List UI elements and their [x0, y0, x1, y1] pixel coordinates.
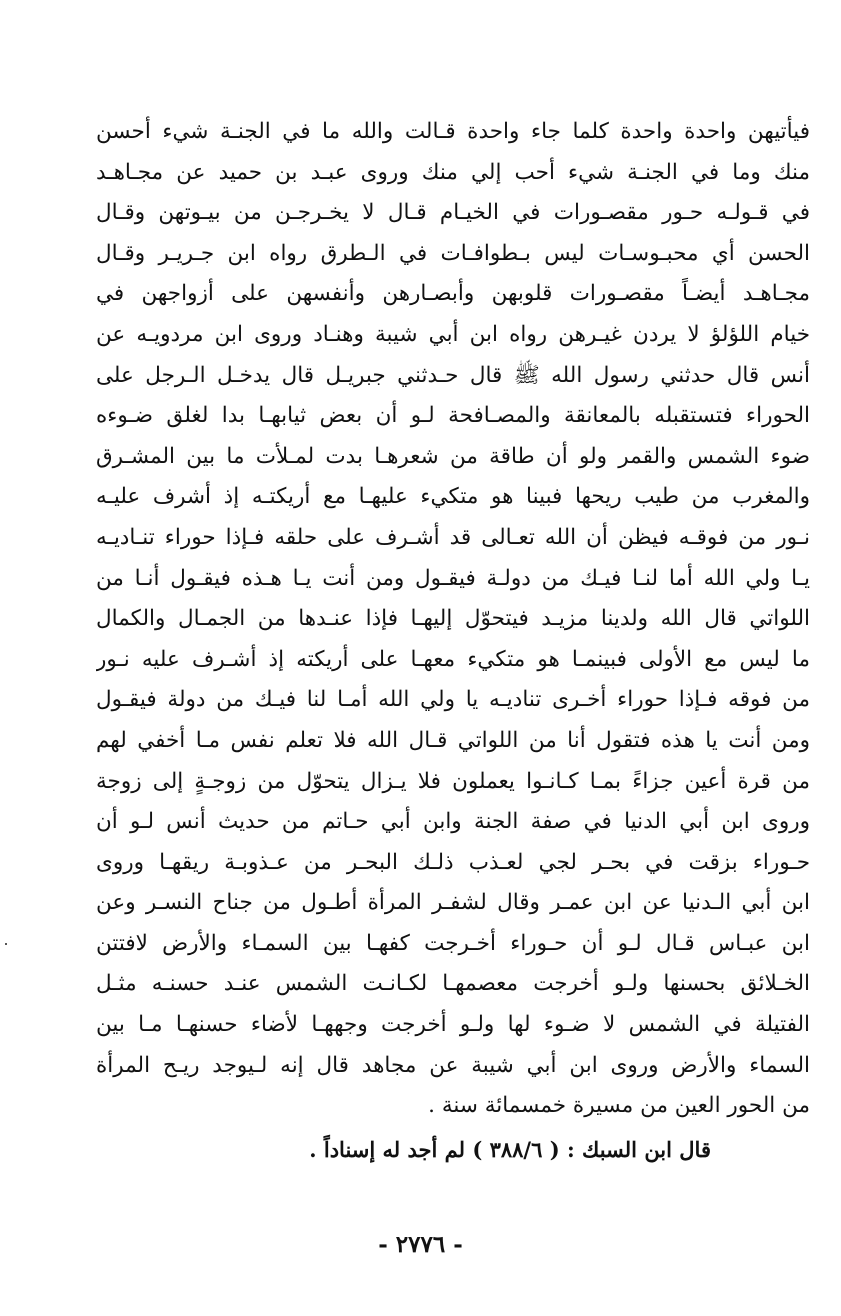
text-line: الحسن أي محبـوسـات ليس بـطوافـات في الـطرق رواه ابن جـريـر وقـال — [96, 240, 810, 266]
text-line: نـور من فوقـه فيظن أن الله تعـالى قد أشـرف على حلقه فـإذا حوراء تنـاديـه — [96, 524, 810, 550]
text-line: مجـاهـد أيضـاً مقصـورات قلوبهن وأبصـارهن وأنفسهن على أزواجهن في — [96, 281, 810, 307]
text-line: ابن عبـاس قـال لـو أن حـوراء أخـرجت كفهـا بين السمـاء والأرض لافتتن — [96, 930, 810, 956]
source-note: قال ابن السبك : ( ٣٨٨/٦ ) لم أجد له إسناداً . — [309, 1137, 711, 1162]
text-line: من قرة أعين جزاءً بمـا كـانـوا يعملون فلا يـزال يتحوّل من زوجـةٍ إلى زوجة — [96, 768, 810, 794]
text-line: ابن أبي الـدنيا عن ابن عمـر وقال لشفـر المرأة أطـول من جناح النسـر وعن — [96, 890, 810, 916]
page-number: - ٢٧٧٦ - — [378, 1231, 463, 1258]
text-line: خيام اللؤلؤ لا يردن غيـرهن رواه ابن أبي شيبة وهنـاد وروى ابن مردويـه عن — [96, 321, 810, 347]
text-line: الفتيلة في الشمس لا ضـوء لها ولـو أخرجت وجههـا لأضاء حسنهـا مـا بين — [96, 1012, 810, 1038]
text-line: والمغرب من طيب ريحها فبينا هو متكيء عليهـا مع أريكتـه إذ أشرف عليـه — [96, 484, 810, 510]
text-line: منك وما في الجنـة شيء أحب إلي منك وروى عبـد بن حميد عن مجـاهـد — [96, 159, 810, 185]
text-line: ما ليس مع الأولى فبينمـا هو متكيء معهـا على أريكته إذ أشـرف عليه نـور — [96, 646, 810, 672]
text-line: الخـلائق بحسنها ولـو أخرجت معصمهـا لكـانـت الشمس عنـد حسنـه مثـل — [96, 971, 810, 997]
text-line: ضوء الشمس والقمر ولو أن طاقة من شعرهـا بدت لمـلأت ما بين المشـرق — [96, 443, 810, 469]
body-text — [96, 112, 810, 1127]
text-line: في قـولـه حـور مقصـورات في الخيـام قـال لا يخـرجـن من بيـوتهن وقـال — [96, 200, 810, 226]
margin-dot — [5, 943, 7, 945]
text-line: حـوراء بزقت في بحـر لجي لعـذب ذلـك البحـر من عـذوبـة ريقهـا وروى — [96, 849, 810, 875]
text-line: من الحور العين من مسيرة خمسمائة سنة . — [428, 1093, 810, 1119]
text-line: السماء والأرض وروى ابن أبي شيبة عن مجاهد قال إنه لـيوجد ريـح المرأة — [96, 1052, 810, 1078]
text-line: يـا ولي الله أما لنـا فيـك من دولـة فيقـول ومن أنت يـا هـذه فيقـول أنـا من — [96, 565, 810, 591]
text-line: أنس قال حدثني رسول الله ﷺ قال حـدثني جبريـل قال يدخـل الـرجل على — [96, 362, 810, 388]
text-line: ومن أنت يا هذه فتقول أنا من اللواتي قـال الله فلا تعلم نفس مـا أخفي لهم — [96, 727, 810, 753]
text-line: الحوراء فتستقبله بالمعانقة والمصـافحة لـو أن بعض ثيابهـا بدا لغلق ضـوءه — [96, 403, 810, 429]
text-line: من فوقه فـإذا حوراء أخـرى تناديـه يا ولي الله أمـا لنا فيـك من دولة فيقـول — [96, 687, 810, 713]
text-line: فيأتيهن واحدة واحدة كلما جاء واحدة قـالت والله ما في الجنـة شيء أحسن — [96, 119, 810, 144]
text-line: اللواتي قال الله ولدينا مزيـد فيتحوّل إليهـا فإذا عنـدها من الجمـال والكمال — [96, 606, 810, 632]
text-line: وروى ابن أبي الدنيا في صفة الجنة وابن أبي حـاتم من حديث أنس لـو أن — [96, 809, 810, 835]
